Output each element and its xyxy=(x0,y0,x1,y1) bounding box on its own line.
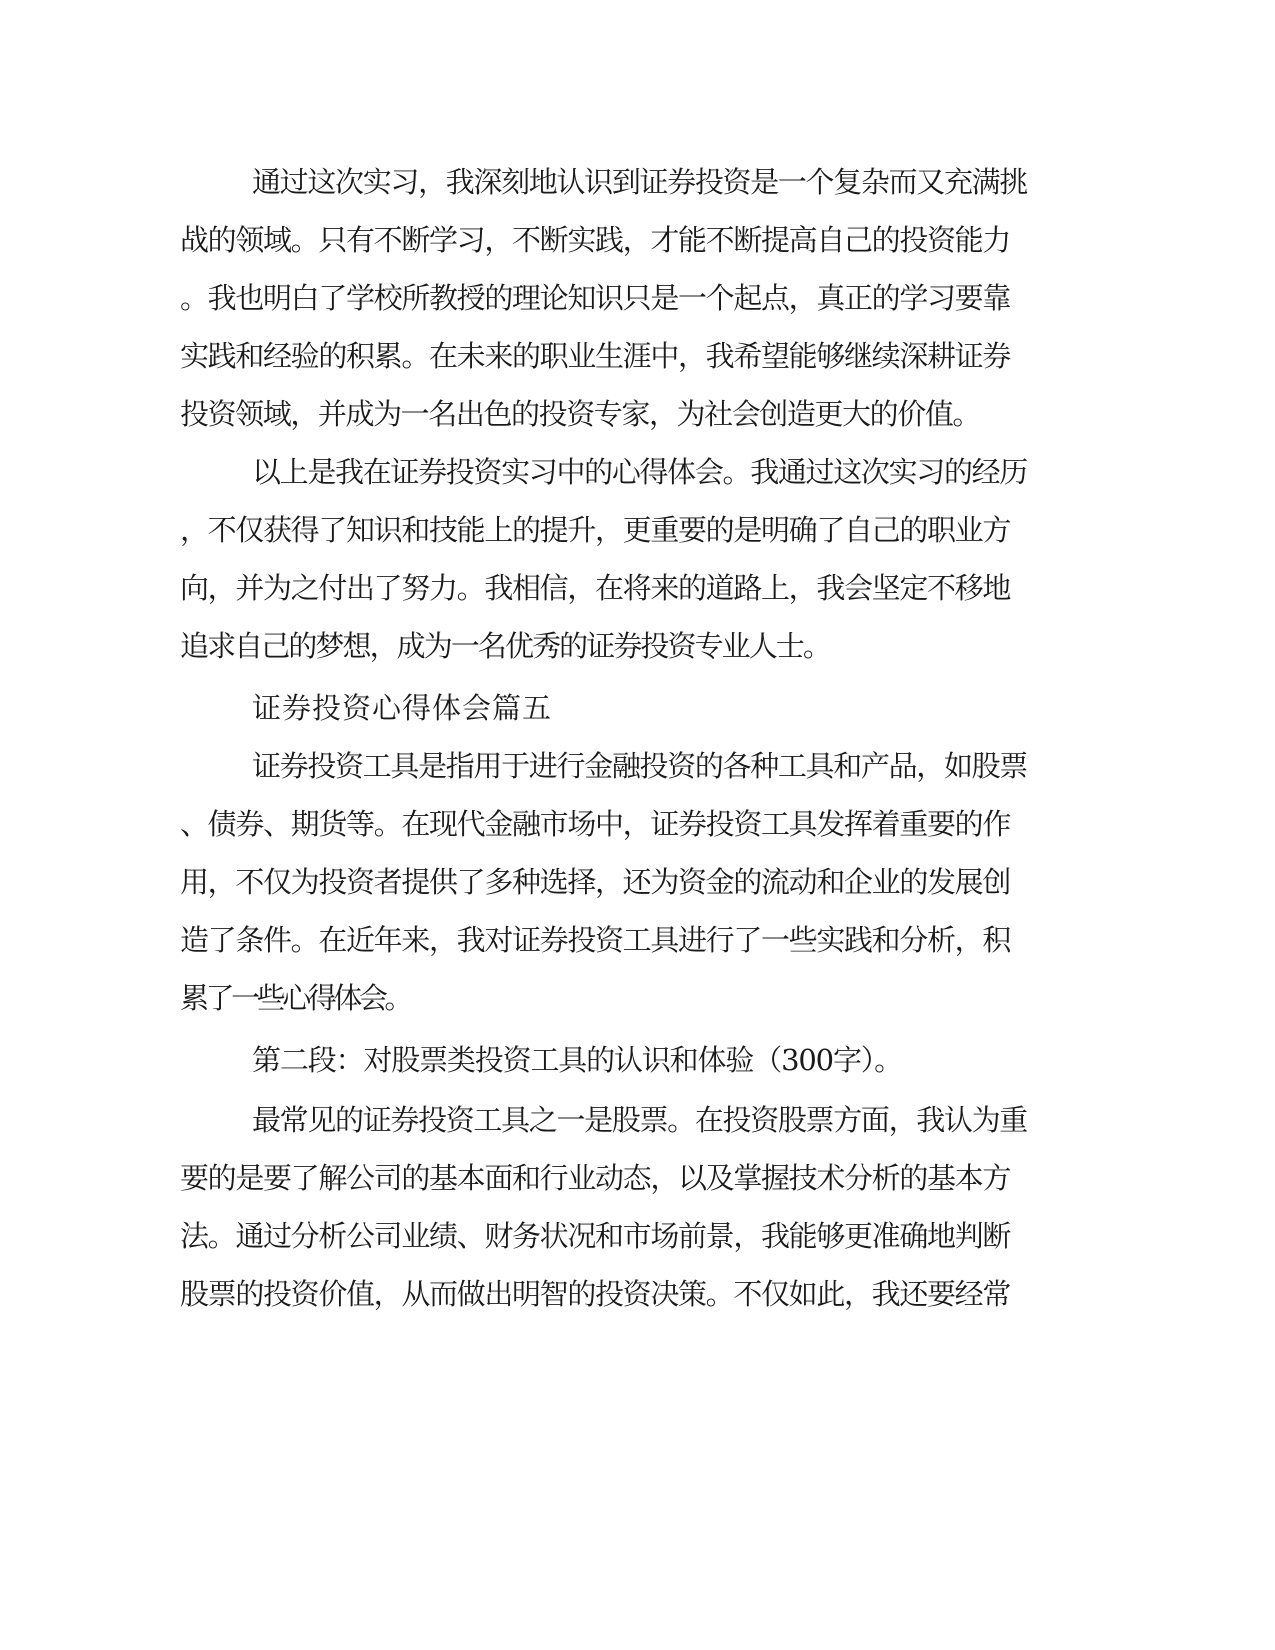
text-line: 实践和经验的积累。在未来的职业生涯中，我希望能够继续深耕证券 xyxy=(180,339,1010,373)
text-line: 法。通过分析公司业绩、财务状况和市场前景，我能够更准确地判断 xyxy=(180,1219,1010,1253)
text-line: 通过这次实习，我深刻地认识到证券投资是一个复杂而又充满挑 xyxy=(252,165,1027,199)
text-line: 投资领域，并成为一名出色的投资专家，为社会创造更大的价值。 xyxy=(180,397,980,431)
text-line: 战的领域。只有不断学习，不断实践，才能不断提高自己的投资能力 xyxy=(180,223,1010,257)
text-line: 累了一些心得体会。 xyxy=(180,981,410,1015)
text-line: 股票的投资价值，从而做出明智的投资决策。不仅如此，我还要经常 xyxy=(180,1277,1010,1311)
text-line: 追求自己的梦想，成为一名优秀的证券投资专业人士。 xyxy=(180,629,830,663)
text-line: 向，并为之付出了努力。我相信，在将来的道路上，我会坚定不移地 xyxy=(180,571,1010,605)
text-line: 、债券、期货等。在现代金融市场中，证券投资工具发挥着重要的作 xyxy=(180,807,1010,841)
section-subheading: 第二段：对股票类投资工具的认识和体验（300字）。 xyxy=(252,1043,902,1077)
text-line: 最常见的证券投资工具之一是股票。在投资股票方面，我认为重 xyxy=(252,1103,1027,1137)
text-line: ，不仅获得了知识和技能上的提升，更重要的是明确了自己的职业方 xyxy=(180,513,1010,547)
text-line: 证券投资工具是指用于进行金融投资的各种工具和产品，如股票 xyxy=(252,749,1027,783)
text-line: 用，不仅为投资者提供了多种选择，还为资金的流动和企业的发展创 xyxy=(180,865,1010,899)
section-heading: 证券投资心得体会篇五 xyxy=(252,691,552,725)
text-line: 。我也明白了学校所教授的理论知识只是一个起点，真正的学习要靠 xyxy=(180,281,1010,315)
text-line: 以上是我在证券投资实习中的心得体会。我通过这次实习的经历 xyxy=(252,455,1027,489)
text-line: 造了条件。在近年来，我对证券投资工具进行了一些实践和分析，积 xyxy=(180,923,1010,957)
text-line: 要的是要了解公司的基本面和行业动态，以及掌握技术分析的基本方 xyxy=(180,1161,1010,1195)
